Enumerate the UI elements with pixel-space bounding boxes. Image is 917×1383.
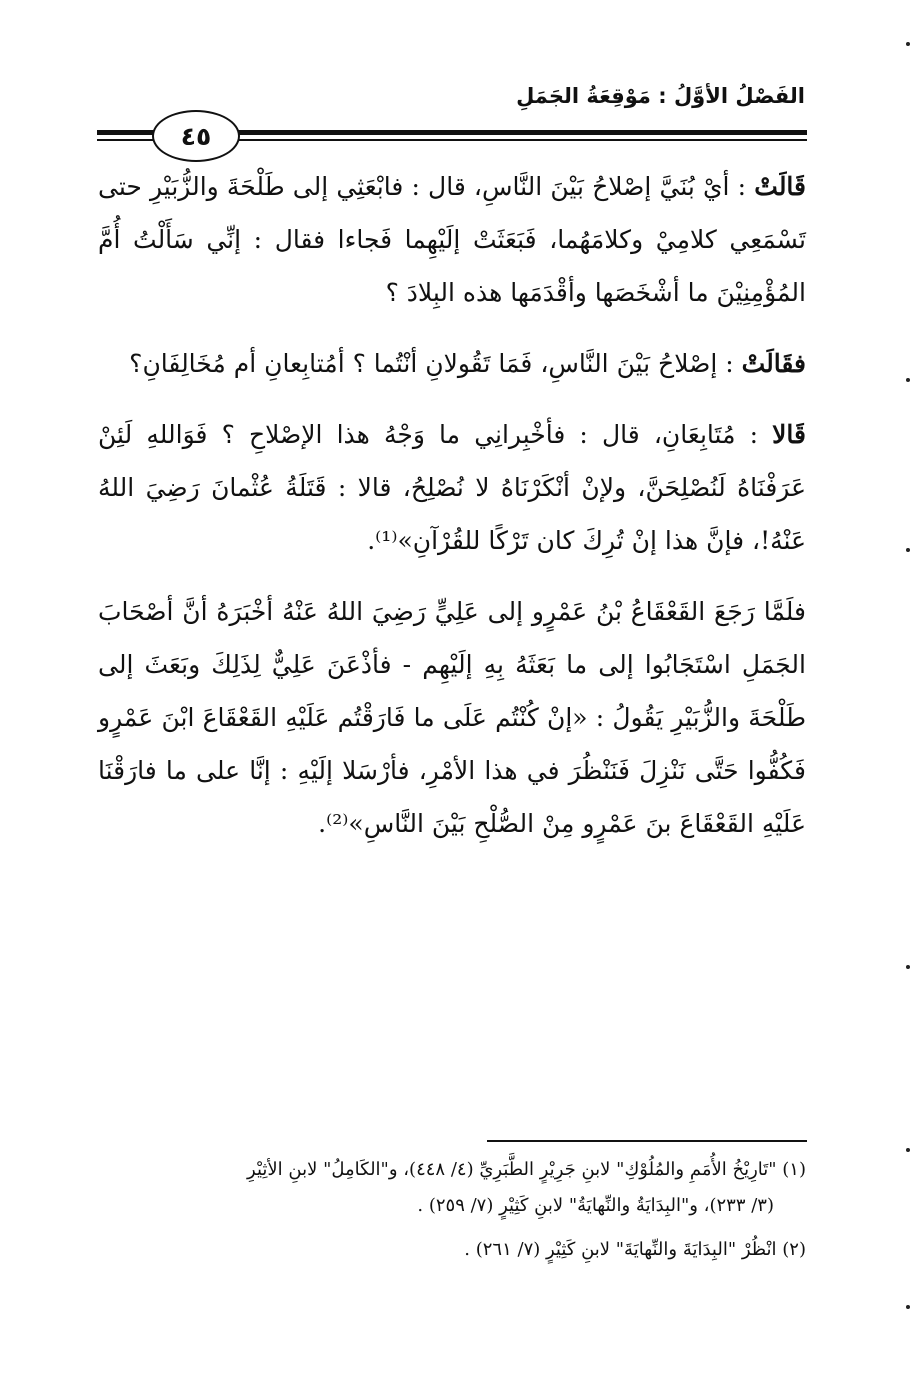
main-text bbox=[98, 160, 806, 868]
margin-dot bbox=[906, 42, 910, 46]
paragraph-lead: فقَالَتْ bbox=[741, 349, 806, 378]
paragraph-body: : مُتَابِعَانِ، قال : فأخْبِرانِي ما وَجْهُ هذا الإصْلاحِ ؟ فَوَاللهِ لَئِنْ عَرَفْنَاهُ لَنُصْلِحَنَّ، ولإنْ أنْكَرْنَاهُ لا نُصْلِحُ، قالا : قَتَلَةُ عُثْمانَ رَضِيَ اللهُ عَنْهُ!، فإنَّ هذا إنْ تُرِكَ كان تَرْكًا للقُرْآنِ»⁽¹⁾. bbox=[98, 420, 806, 555]
footnote-1 bbox=[98, 1152, 806, 1224]
margin-dot bbox=[906, 1148, 910, 1152]
paragraph-lead: قَالَتْ bbox=[754, 172, 806, 201]
margin-dot bbox=[906, 965, 910, 969]
footnote-line: (١) "تَارِيْخُ الأُمَمِ والمُلُوْكِ" لابنِ جَرِيْرٍ الطَّبَرِيِّ (٤/ ٤٤٨)، و"الكَامِلُ" لابنِ الأثِيْرِ bbox=[247, 1159, 806, 1180]
paragraph-2 bbox=[98, 337, 806, 390]
paragraph-body: فلَمَّا رَجَعَ القَعْقَاعُ بْنُ عَمْرٍو إلى عَلِيٍّ رَضِيَ اللهُ عَنْهُ أخْبَرَهُ أنَّ أصْحَابَ الجَمَلِ اسْتَجَابُوا إلى ما بَعَثَهُ بِهِ إلَيْهِم - فأذْعَنَ عَلِيٌّ لِذَلِكَ وبَعَثَ إلى طَلْحَةَ والزُّبَيْرِ يَقُولُ : «إنْ كُنْتُم عَلَى ما فَارَقْتُم عَلَيْهِ القَعْقَاعَ ابْنَ عَمْرٍو فَكُفُّوا حَتَّى نَنْزِلَ فَنَنْظُرَ في هذا الأمْرِ، فأرْسَلا إلَيْهِ : إنَّا على ما فارَقْنَا عَلَيْهِ القَعْقَاعَ بنَ عَمْرٍو مِنْ الصُّلْحِ بَيْنَ النَّاسِ»⁽²⁾. bbox=[98, 597, 806, 838]
margin-dot bbox=[906, 378, 910, 382]
paragraph-3 bbox=[98, 408, 806, 567]
footnote-line: (٢) انْظُرْ "البِدَايَةَ والنِّهايَةَ" لابنِ كَثِيْرٍ (٧/ ٢٦١) . bbox=[464, 1239, 806, 1260]
footnotes bbox=[98, 1152, 806, 1276]
paragraph-body: : إصْلاحُ بَيْنَ النَّاسِ، فَمَا تَقُولانِ أنْتُما ؟ أمُتابِعانِ أم مُخَالِفَانِ؟ bbox=[129, 349, 742, 378]
paragraph-4 bbox=[98, 585, 806, 850]
margin-dot bbox=[906, 1305, 910, 1309]
page-number: ٤٥ bbox=[180, 121, 212, 151]
running-head-title: الفَصْلُ الأوَّلُ : مَوْقِعَةُ الجَمَلِ bbox=[516, 84, 805, 108]
footnote-line: (٣/ ٢٣٣)، و"البِدَايَةُ والنِّهايَةُ" لابنِ كَثِيْرٍ (٧/ ٢٥٩) . bbox=[417, 1195, 774, 1216]
page-number-oval bbox=[152, 110, 240, 162]
margin-dot bbox=[906, 548, 910, 552]
paragraph-lead: قَالا bbox=[772, 420, 806, 449]
footnote-2 bbox=[98, 1232, 806, 1268]
footnote-separator bbox=[487, 1140, 807, 1142]
paragraph-1 bbox=[98, 160, 806, 319]
paragraph-body: : أيْ بُنَيَّ إصْلاحُ بَيْنَ النَّاسِ، قال : فابْعَثِي إلى طَلْحَةَ والزُّبَيْرِ حتى تَسْمَعِي كلامِيْ وكلامَهُما، فَبَعَثَتْ إلَيْهِما فَجاءا فقال : إنِّي سَأَلْتُ أُمَّ المُؤْمِنِيْنَ ما أشْخَصَها وأقْدَمَها هذه البِلادَ ؟ bbox=[98, 172, 806, 307]
